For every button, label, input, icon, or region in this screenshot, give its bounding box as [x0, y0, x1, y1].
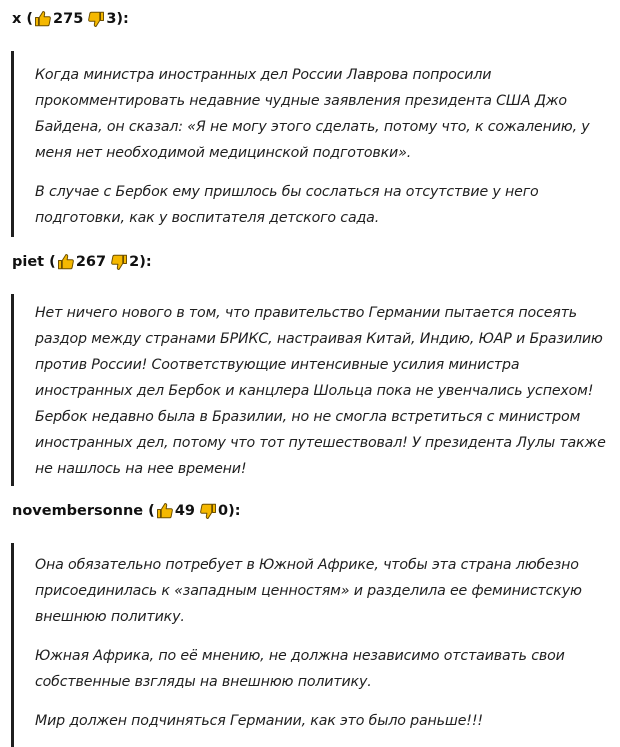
comment-paragraph: Нет ничего нового в том, что правительство Германии пытается посеять раздор между странами БРИКС, настраивая Китай, Индию, ЮАР и Бразилию против России! Соответствующие интенсивные усилия министра иностранных дел Бербок и канцлера Шольца пока не увенчались успехом! Бербок недавно была в Бразилии, но не смогла встретиться с министром иностранных дел, потому что тот путешествовал! У президента Лулы также не нашлось на нее времени! — [35, 305, 606, 477]
like-count: 275 — [53, 11, 84, 27]
comment-author[interactable]: x — [12, 11, 22, 27]
paren-open: ( — [21, 11, 34, 27]
comment-quote — [11, 543, 620, 747]
paren-close: ): — [228, 503, 241, 519]
paren-open: ( — [44, 254, 56, 270]
comment-quote — [11, 294, 620, 486]
comment-header — [12, 251, 152, 273]
comment-quote — [11, 51, 620, 237]
comment-header — [12, 500, 241, 522]
comment-paragraph: Она обязательно потребует в Южной Африке, чтобы эта страна любезно присоединилась к «западным ценностям» и разделила ее феминистскую внешнюю политику. — [35, 557, 582, 625]
comment-paragraph: Южная Африка, по её мнению, не должна независимо отстаивать свои собственные взгляды на внешнюю политику. — [35, 648, 565, 690]
thumbs-up-icon[interactable] — [34, 10, 52, 28]
dislike-count: 3 — [106, 11, 117, 27]
paren-close: ): — [116, 11, 129, 27]
like-count: 49 — [174, 503, 195, 519]
thumbs-up-icon[interactable] — [156, 502, 174, 520]
paren-close: ): — [139, 254, 152, 270]
comment-header — [12, 8, 129, 30]
like-count: 267 — [75, 254, 107, 270]
thumbs-up-icon[interactable] — [57, 253, 75, 271]
thumbs-down-icon[interactable] — [199, 502, 217, 520]
dislike-count: 2 — [129, 254, 140, 270]
comment-paragraph: В случае с Бербок ему пришлось бы сослаться на отсутствие у него подготовки, как у воспитателя детского сада. — [35, 184, 539, 226]
thumbs-down-icon[interactable] — [110, 253, 128, 271]
comment-author[interactable]: novembersonne — [12, 503, 144, 519]
dislike-count: 0 — [218, 503, 229, 519]
comment-paragraph: Когда министра иностранных дел России Лаврова попросили прокомментировать недавние чудные заявления президента США Джо Байдена, он сказал: «Я не могу этого сделать, потому что, к сожалению, у меня нет необходимой медицинской подготовки». — [35, 67, 590, 161]
thumbs-down-icon[interactable] — [87, 10, 105, 28]
comment-author[interactable]: piet — [12, 254, 45, 270]
comment-paragraph: Мир должен подчиняться Германии, как это было раньше!!! — [35, 713, 483, 729]
paren-open: ( — [143, 503, 155, 519]
